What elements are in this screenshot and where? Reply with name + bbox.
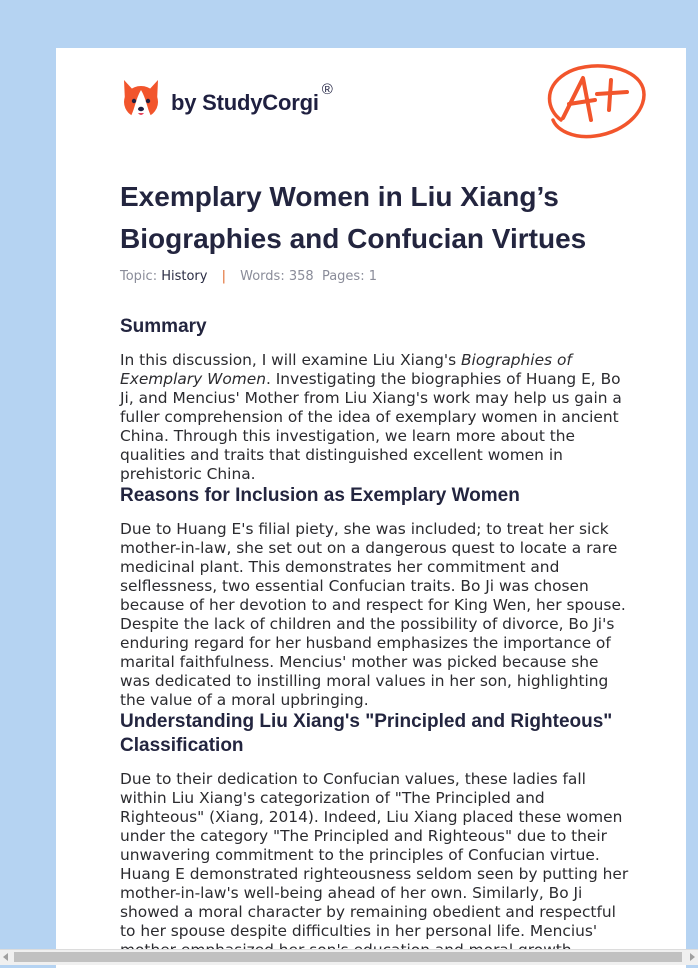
- horizontal-scrollbar[interactable]: [0, 949, 698, 965]
- scroll-left-arrow-icon[interactable]: [3, 953, 8, 961]
- reasons-heading: Reasons for Inclusion as Exemplary Women: [120, 485, 520, 506]
- brand-logo[interactable]: [121, 76, 333, 124]
- summary-text-start: In this discussion, I will examine Liu Xiang's: [120, 351, 461, 369]
- document-meta: [120, 269, 377, 284]
- brand-name: [171, 81, 333, 116]
- summary-text-end: . Investigating the biographies of Huang E, Bo Ji, and Mencius' Mother from Liu Xiang's work may help us gain a fuller comprehension of the idea of exemplary women in ancient China. Through this investigation, we learn more about the qualities and traits that distinguished excellent women in prehistoric China.: [120, 370, 622, 483]
- pages-value: 1: [368, 269, 377, 284]
- topic-link[interactable]: History: [161, 269, 208, 284]
- registered-mark: ®: [321, 81, 333, 98]
- scrollbar-thumb[interactable]: [14, 952, 682, 962]
- scroll-right-arrow-icon[interactable]: [690, 953, 695, 961]
- a-plus-grade-icon: [539, 60, 651, 142]
- topic-label: Topic:: [120, 269, 158, 284]
- reasons-paragraph: Due to Huang E's filial piety, she was included; to treat her sick mother-in-law, she set out on a dangerous quest to locate a rare medicinal plant. This demonstrates her commitment and selflessness, two essential Confucian traits. Bo Ji was chosen because of her devotion to and respect for King Wen, her spouse. Despite the lack of children and the possibility of divorce, Bo Ji's enduring regard for her husband emphasizes the importance of marital faithfulness. Mencius' mother was picked because she was dedicated to instilling moral values in her son, highlighting the value of a moral upbringing.: [120, 520, 626, 709]
- understanding-paragraph: Due to their dedication to Confucian values, these ladies fall within Liu Xiang's categorization of "The Principled and Righteous" (Xiang, 2014). Indeed, Liu Xiang placed these women under the category "The Principled and Righteous" due to their unwavering commitment to the principles of Confucian virtue. Huang E demonstrated righteousness seldom seen by putting her mother-in-law's well-being ahead of her own. Similarly, Bo Ji showed a moral character by remaining obedient and respectful to her spouse despite difficulties in her personal life. Mencius': [120, 770, 629, 940]
- document-body: [120, 312, 630, 960]
- document-page: [56, 48, 686, 968]
- understanding-heading: Understanding Liu Xiang's "Principled and Righteous" Classification: [120, 711, 613, 756]
- summary-heading: Summary: [120, 316, 207, 337]
- pages-label: Pages:: [321, 269, 365, 284]
- words-label: Words:: [240, 269, 285, 284]
- corgi-logo-icon: [121, 78, 161, 122]
- grade-stamp: [539, 60, 651, 146]
- words-value: 358: [288, 269, 314, 284]
- book-title-italic: Biographies of Exemplary Women: [120, 351, 572, 388]
- meta-separator: |: [221, 269, 226, 284]
- brand-text: by StudyCorgi: [171, 90, 319, 115]
- summary-paragraph: [120, 351, 630, 484]
- document-title: Exemplary Women in Liu Xiang’s Biographies and Confucian Virtues: [120, 181, 587, 254]
